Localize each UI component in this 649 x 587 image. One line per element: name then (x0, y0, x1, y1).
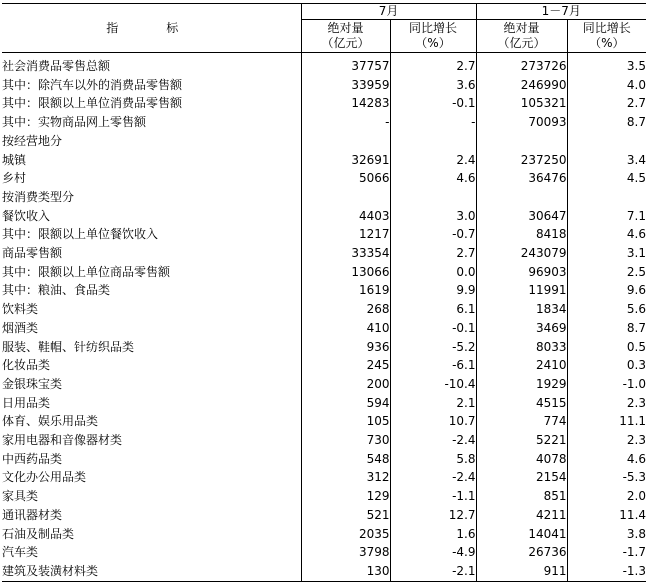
row-label: 通讯器材类 (2, 507, 63, 522)
cell-y-growth: 3.8 (567, 525, 646, 544)
row-label: 社会消费品零售总额 (2, 59, 111, 73)
cell-y-growth: 4.0 (567, 76, 646, 95)
cell-m-abs: 936 (301, 338, 390, 357)
table-row (2, 525, 646, 544)
table-body (2, 53, 646, 582)
table-row (2, 113, 646, 132)
cell-m-abs: 1217 (301, 225, 390, 244)
cell-m-abs: 268 (301, 300, 390, 319)
cell-y-growth (567, 188, 646, 207)
cell-m-growth: 2.1 (390, 394, 476, 413)
cell-y-abs: 4515 (476, 394, 567, 413)
table-row (2, 151, 646, 170)
growth-unit: （%） (589, 36, 625, 50)
cell-m-growth: 1.6 (390, 525, 476, 544)
cell-y-growth: 3.5 (567, 53, 646, 76)
cell-y-growth: 8.7 (567, 113, 646, 132)
cell-m-abs: 2035 (301, 525, 390, 544)
row-label: 金银珠宝类 (2, 376, 63, 391)
cell-m-abs: 730 (301, 431, 390, 450)
cell-y-abs: 4211 (476, 506, 567, 525)
cell-y-growth: 0.5 (567, 338, 646, 357)
cell-y-growth: 0.3 (567, 356, 646, 375)
row-label: 城镇 (2, 152, 27, 167)
cell-m-growth: 10.7 (390, 412, 476, 431)
table-row (2, 319, 646, 338)
cell-m-abs: 33354 (301, 244, 390, 263)
table-row (2, 468, 646, 487)
cell-m-abs: 105 (301, 412, 390, 431)
cell-y-growth: 4.5 (567, 169, 646, 188)
table-row (2, 132, 646, 151)
row-label: 按消费类型分 (2, 189, 75, 204)
row-label: 其中：限额以上单位消费品零售额 (2, 96, 183, 111)
cell-y-growth: 2.0 (567, 487, 646, 506)
cell-y-growth: -1.0 (567, 375, 646, 394)
cell-m-growth: 3.6 (390, 76, 476, 95)
cell-m-abs: 200 (301, 375, 390, 394)
table-row (2, 244, 646, 263)
cell-m-growth (390, 132, 476, 151)
ytd-growth-header (567, 20, 646, 53)
cell-m-abs: 130 (301, 562, 390, 581)
cell-m-growth: -2.4 (390, 431, 476, 450)
cell-m-growth: 2.7 (390, 244, 476, 263)
table-row (2, 562, 646, 581)
retail-sales-table (2, 3, 646, 582)
cell-m-abs: 410 (301, 319, 390, 338)
cell-m-growth: 2.7 (390, 53, 476, 76)
cell-y-abs: 911 (476, 562, 567, 581)
cell-m-abs: 14283 (301, 94, 390, 113)
cell-m-abs: 5066 (301, 169, 390, 188)
absolute-unit: （亿元） (497, 36, 546, 50)
row-label: 体育、娱乐用品类 (2, 414, 99, 429)
cell-m-abs: 312 (301, 468, 390, 487)
row-label: 商品零售额 (2, 246, 63, 261)
cell-m-abs (301, 132, 390, 151)
month-growth-header (390, 20, 476, 53)
cell-y-abs: 1929 (476, 375, 567, 394)
cell-y-abs: 774 (476, 412, 567, 431)
cell-y-growth: 4.6 (567, 225, 646, 244)
row-label: 乡村 (2, 171, 27, 186)
row-label: 文化办公用品类 (2, 470, 87, 485)
cell-y-growth: 11.1 (567, 412, 646, 431)
table-row (2, 225, 646, 244)
cell-m-growth: -2.4 (390, 468, 476, 487)
row-label: 烟酒类 (2, 320, 39, 335)
row-label: 汽车类 (2, 545, 39, 560)
cell-y-growth: 9.6 (567, 281, 646, 300)
cell-m-growth: 9.9 (390, 281, 476, 300)
cell-y-abs: 3469 (476, 319, 567, 338)
cell-y-growth: 2.7 (567, 94, 646, 113)
cell-y-growth: 4.6 (567, 450, 646, 469)
table-row (2, 300, 646, 319)
cell-y-abs: 36476 (476, 169, 567, 188)
row-label: 饮料类 (2, 302, 39, 317)
cell-m-abs: 245 (301, 356, 390, 375)
cell-y-abs: 237250 (476, 151, 567, 170)
table-row (2, 450, 646, 469)
period-month-header: 7月 (301, 4, 476, 20)
cell-y-abs: 5221 (476, 431, 567, 450)
cell-y-growth: 7.1 (567, 207, 646, 226)
row-label: 中西药品类 (2, 451, 63, 466)
cell-y-growth: 3.4 (567, 151, 646, 170)
row-label: 化妆品类 (2, 358, 51, 373)
cell-y-abs: 273726 (476, 53, 567, 76)
row-label: 其中：限额以上单位商品零售额 (2, 264, 171, 279)
cell-y-growth: 2.3 (567, 431, 646, 450)
cell-y-growth: -1.3 (567, 562, 646, 581)
growth-label: 同比增长 (582, 21, 631, 35)
ytd-absolute-header (476, 20, 567, 53)
cell-m-abs: 3798 (301, 543, 390, 562)
cell-m-abs: 521 (301, 506, 390, 525)
cell-m-abs: 594 (301, 394, 390, 413)
table-row (2, 281, 646, 300)
row-label: 其中：除汽车以外的消费品零售额 (2, 77, 183, 92)
cell-m-abs: 33959 (301, 76, 390, 95)
cell-m-growth: -5.2 (390, 338, 476, 357)
row-label: 服装、鞋帽、针纺织品类 (2, 339, 135, 354)
growth-label: 同比增长 (409, 21, 458, 35)
table-row (2, 169, 646, 188)
cell-y-growth: 8.7 (567, 319, 646, 338)
cell-m-abs: 37757 (301, 53, 390, 76)
cell-y-abs: 105321 (476, 94, 567, 113)
cell-m-abs: 129 (301, 487, 390, 506)
row-label: 家用电器和音像器材类 (2, 433, 123, 448)
cell-y-growth: -5.3 (567, 468, 646, 487)
cell-m-abs: 13066 (301, 263, 390, 282)
cell-m-growth: 12.7 (390, 506, 476, 525)
table-row (2, 356, 646, 375)
month-absolute-header (301, 20, 390, 53)
cell-y-growth: 2.5 (567, 263, 646, 282)
cell-m-growth: 2.4 (390, 151, 476, 170)
row-label: 建筑及装潢材料类 (2, 563, 99, 578)
cell-m-growth: -4.9 (390, 543, 476, 562)
cell-m-growth: 4.6 (390, 169, 476, 188)
cell-y-growth: 11.4 (567, 506, 646, 525)
row-label: 石油及制品类 (2, 526, 75, 541)
table-row (2, 338, 646, 357)
cell-y-abs: 243079 (476, 244, 567, 263)
row-label: 其中：实物商品网上零售额 (2, 115, 147, 130)
cell-y-abs: 11991 (476, 281, 567, 300)
absolute-label: 绝对量 (503, 21, 540, 35)
cell-m-growth: -2.1 (390, 562, 476, 581)
cell-m-abs: 1619 (301, 281, 390, 300)
cell-y-growth: 2.3 (567, 394, 646, 413)
cell-y-growth: 3.1 (567, 244, 646, 263)
cell-m-growth (390, 188, 476, 207)
cell-m-growth: - (390, 113, 476, 132)
table-row (2, 506, 646, 525)
cell-y-abs: 2154 (476, 468, 567, 487)
cell-m-growth: 0.0 (390, 263, 476, 282)
cell-m-growth: 6.1 (390, 300, 476, 319)
table-row (2, 94, 646, 113)
table-row (2, 543, 646, 562)
cell-m-growth: -1.1 (390, 487, 476, 506)
row-label: 其中：限额以上单位餐饮收入 (2, 227, 159, 242)
cell-y-abs: 246990 (476, 76, 567, 95)
cell-m-abs: 4403 (301, 207, 390, 226)
cell-m-growth: -0.7 (390, 225, 476, 244)
table-row (2, 188, 646, 207)
cell-y-abs (476, 188, 567, 207)
cell-m-growth: -6.1 (390, 356, 476, 375)
table-row (2, 431, 646, 450)
cell-y-abs: 96903 (476, 263, 567, 282)
cell-y-abs: 851 (476, 487, 567, 506)
cell-y-abs: 1834 (476, 300, 567, 319)
cell-y-abs: 70093 (476, 113, 567, 132)
cell-y-growth (567, 132, 646, 151)
cell-m-abs: 548 (301, 450, 390, 469)
cell-y-abs: 8033 (476, 338, 567, 357)
table-row (2, 375, 646, 394)
cell-y-abs (476, 132, 567, 151)
growth-unit: （%） (415, 36, 451, 50)
absolute-label: 绝对量 (327, 21, 364, 35)
period-ytd-header: 1－7月 (476, 4, 646, 20)
row-label: 其中：粮油、食品类 (2, 283, 111, 298)
table-row (2, 53, 646, 76)
cell-m-growth: -0.1 (390, 319, 476, 338)
cell-y-abs: 30647 (476, 207, 567, 226)
table-row (2, 394, 646, 413)
table-row (2, 412, 646, 431)
cell-m-growth: 3.0 (390, 207, 476, 226)
cell-y-abs: 8418 (476, 225, 567, 244)
row-label: 按经营地分 (2, 133, 63, 148)
cell-m-growth: 5.8 (390, 450, 476, 469)
row-label: 日用品类 (2, 395, 51, 410)
table-row (2, 76, 646, 95)
cell-m-abs: - (301, 113, 390, 132)
indicator-header: 指 标 (2, 4, 301, 53)
row-label: 餐饮收入 (2, 208, 51, 223)
cell-y-abs: 2410 (476, 356, 567, 375)
cell-y-growth: 5.6 (567, 300, 646, 319)
absolute-unit: （亿元） (321, 36, 370, 50)
cell-m-abs (301, 188, 390, 207)
table-row (2, 263, 646, 282)
table-row (2, 487, 646, 506)
cell-m-abs: 32691 (301, 151, 390, 170)
cell-m-growth: -0.1 (390, 94, 476, 113)
table-row (2, 207, 646, 226)
cell-y-growth: -1.7 (567, 543, 646, 562)
cell-y-abs: 26736 (476, 543, 567, 562)
cell-m-growth: -10.4 (390, 375, 476, 394)
row-label: 家具类 (2, 489, 39, 504)
cell-y-abs: 14041 (476, 525, 567, 544)
cell-y-abs: 4078 (476, 450, 567, 469)
